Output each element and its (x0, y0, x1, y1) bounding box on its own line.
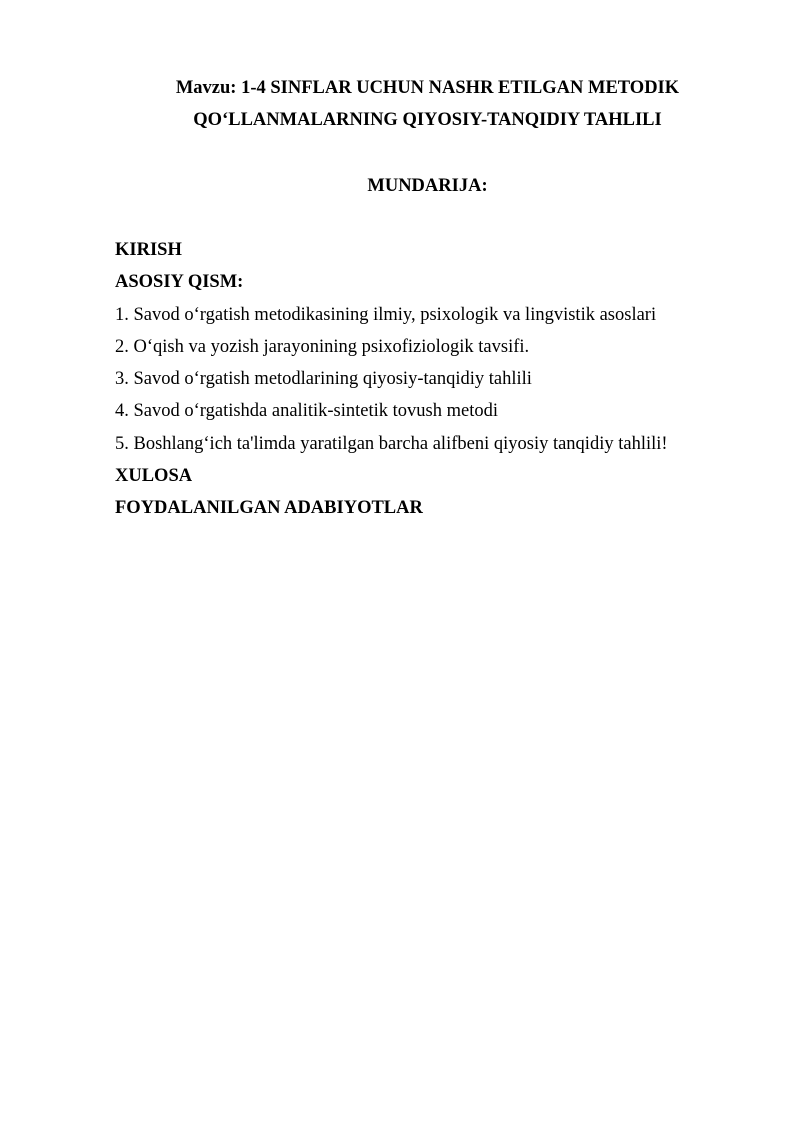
document-title-line-2: QO‘LLANMALARNING QIYOSIY-TANQIDIY TAHLILI (193, 110, 662, 130)
toc-item-4: 4. Savod o‘rgatishda analitik-sintetik tovush metodi (115, 401, 498, 422)
toc-item-asosiy-qism: ASOSIY QISM: (115, 272, 244, 293)
toc-item-3: 3. Savod o‘rgatish metodlarining qiyosiy-tanqidiy tahlili (115, 369, 532, 390)
document-title-line-1: Mavzu: 1-4 SINFLAR UCHUN NASHR ETILGAN METODIK (175, 78, 680, 98)
toc-item-5: 5. Boshlang‘ich ta'limda yaratilgan barcha alifbeni qiyosiy tanqidiy tahlili! (115, 433, 668, 454)
toc-item-foydalanilgan-adabiyotlar: FOYDALANILGAN ADABIYOTLAR (115, 498, 423, 519)
toc-heading: MUNDARIJA: (367, 176, 488, 196)
toc-item-2: 2. O‘qish va yozish jarayonining psixofiziologik tavsifi. (115, 336, 530, 357)
toc-item-kirish: KIRISH (115, 240, 182, 260)
toc-item-xulosa: XULOSA (115, 466, 193, 487)
table-of-contents (115, 234, 755, 525)
toc-item-1: 1. Savod o‘rgatish metodikasining ilmiy, psixologik va lingvistik asoslari (115, 304, 657, 325)
